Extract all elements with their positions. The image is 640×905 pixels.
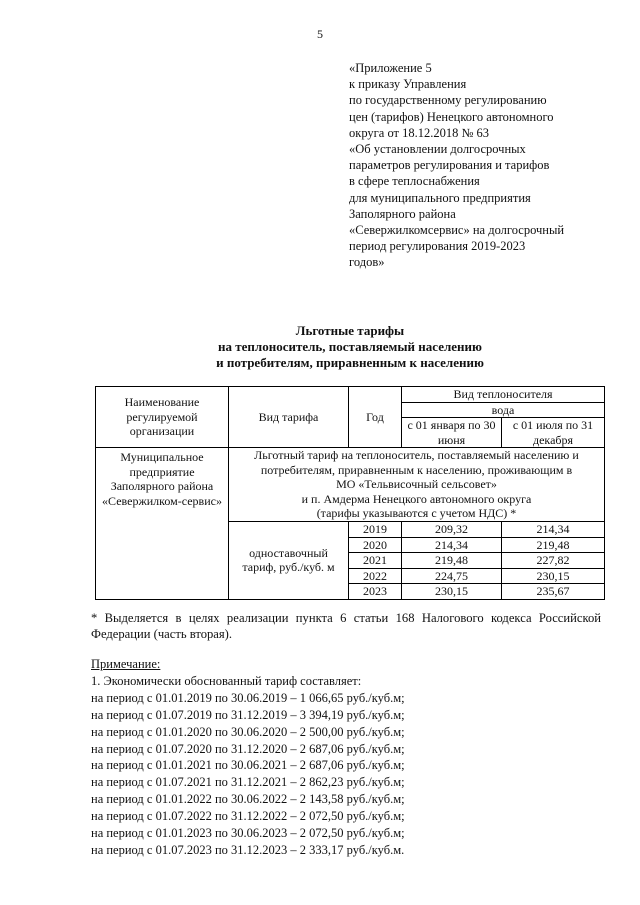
row-h2-value: 214,34: [502, 522, 605, 538]
note-item: на период с 01.07.2021 по 31.12.2021 – 2 862,23 руб./куб.м;: [91, 775, 405, 790]
header-year: Год: [349, 387, 402, 448]
document-title: [100, 323, 600, 371]
appendix-line: для муниципального предприятия: [349, 190, 531, 205]
row-h1-value: 230,15: [402, 584, 502, 600]
note-item: на период с 01.07.2019 по 31.12.2019 – 3 394,19 руб./куб.м;: [91, 707, 405, 722]
tariff-table: [95, 386, 605, 600]
header-carrier-type: Вид теплоносителя: [402, 387, 605, 403]
title-line: и потребителям, приравненным к населению: [216, 355, 484, 370]
row-h1-value: 209,32: [402, 522, 502, 538]
header-period-2: с 01 июля по 31 декабря: [502, 418, 605, 448]
row-h2-value: 219,48: [502, 537, 605, 553]
description-line: потребителям, приравненным к населению, проживающим в: [260, 462, 573, 477]
appendix-line: к приказу Управления: [349, 77, 467, 92]
row-h1-value: 219,48: [402, 553, 502, 569]
note-item: на период с 01.07.2022 по 31.12.2022 – 2 072,50 руб./куб.м;: [91, 809, 405, 824]
footnote: * Выделяется в целях реализации пункта 6 статьи 168 Налогового кодекса Российской Федерации (часть вторая).: [91, 611, 601, 641]
appendix-line: «Севержилкомсервис» на долгосрочный: [349, 223, 565, 238]
appendix-line: по государственному регулированию: [349, 93, 547, 108]
description-line: и п. Амдерма Ненецкого автономного округа: [301, 491, 532, 506]
note-intro: 1. Экономически обоснованный тариф составляет:: [91, 673, 362, 688]
row-year: 2020: [349, 537, 402, 553]
note-item: на период с 01.01.2023 по 30.06.2023 – 2 072,50 руб./куб.м;: [91, 826, 405, 841]
appendix-line: Заполярного района: [349, 206, 456, 221]
row-h2-value: 235,67: [502, 584, 605, 600]
page-number: 5: [317, 27, 323, 41]
header-organization: Наименование регулируемой организации: [96, 387, 229, 448]
row-year: 2023: [349, 584, 402, 600]
title-line: Льготные тарифы: [295, 323, 405, 338]
note-section: [91, 656, 611, 859]
appendix-line: «Об установлении долгосрочных: [349, 142, 526, 157]
row-h2-value: 230,15: [502, 568, 605, 584]
appendix-line: цен (тарифов) Ненецкого автономного: [349, 109, 554, 124]
note-item: на период с 01.01.2020 по 30.06.2020 – 2 500,00 руб./куб.м;: [91, 724, 405, 739]
appendix-line: годов»: [349, 255, 385, 270]
row-year: 2022: [349, 568, 402, 584]
row-h1-value: 214,34: [402, 537, 502, 553]
appendix-line: в сфере теплоснабжения: [349, 174, 480, 189]
appendix-header: [349, 60, 619, 271]
title-line: на теплоноситель, поставляемый населению: [218, 339, 482, 354]
appendix-line: период регулирования 2019-2023: [349, 239, 526, 254]
note-item: на период с 01.01.2022 по 30.06.2022 – 2 143,58 руб./куб.м;: [91, 792, 405, 807]
note-item: на период с 01.01.2021 по 30.06.2021 – 2 687,06 руб./куб.м;: [91, 758, 405, 773]
header-tariff-type: Вид тарифа: [229, 387, 349, 448]
note-heading: Примечание:: [91, 657, 161, 671]
note-item: на период с 01.01.2019 по 30.06.2019 – 1 066,65 руб./куб.м;: [91, 690, 405, 705]
description-line: (тарифы указываются с учетом НДС) *: [316, 506, 517, 521]
header-carrier: вода: [402, 402, 605, 418]
appendix-line: параметров регулирования и тарифов: [349, 158, 550, 173]
appendix-line: «Приложение 5: [349, 61, 432, 75]
tariff-kind: одноставочный тариф, руб./куб. м: [229, 522, 349, 600]
note-item: на период с 01.07.2020 по 31.12.2020 – 2 687,06 руб./куб.м;: [91, 741, 405, 756]
description-line: Льготный тариф на теплоноситель, поставляемый населению и: [254, 448, 579, 463]
organization-name: Муниципальное предприятие Заполярного района «Севержилком-сервис»: [96, 448, 229, 600]
description-line: МО «Тельвисочный сельсовет»: [336, 477, 497, 492]
note-item: на период с 01.07.2023 по 31.12.2023 – 2 333,17 руб./куб.м.: [91, 842, 405, 857]
row-year: 2019: [349, 522, 402, 538]
row-h2-value: 227,82: [502, 553, 605, 569]
header-period-1: с 01 января по 30 июня: [402, 418, 502, 448]
row-year: 2021: [349, 553, 402, 569]
appendix-line: округа от 18.12.2018 № 63: [349, 125, 490, 140]
row-h1-value: 224,75: [402, 568, 502, 584]
tariff-description: [229, 448, 605, 522]
